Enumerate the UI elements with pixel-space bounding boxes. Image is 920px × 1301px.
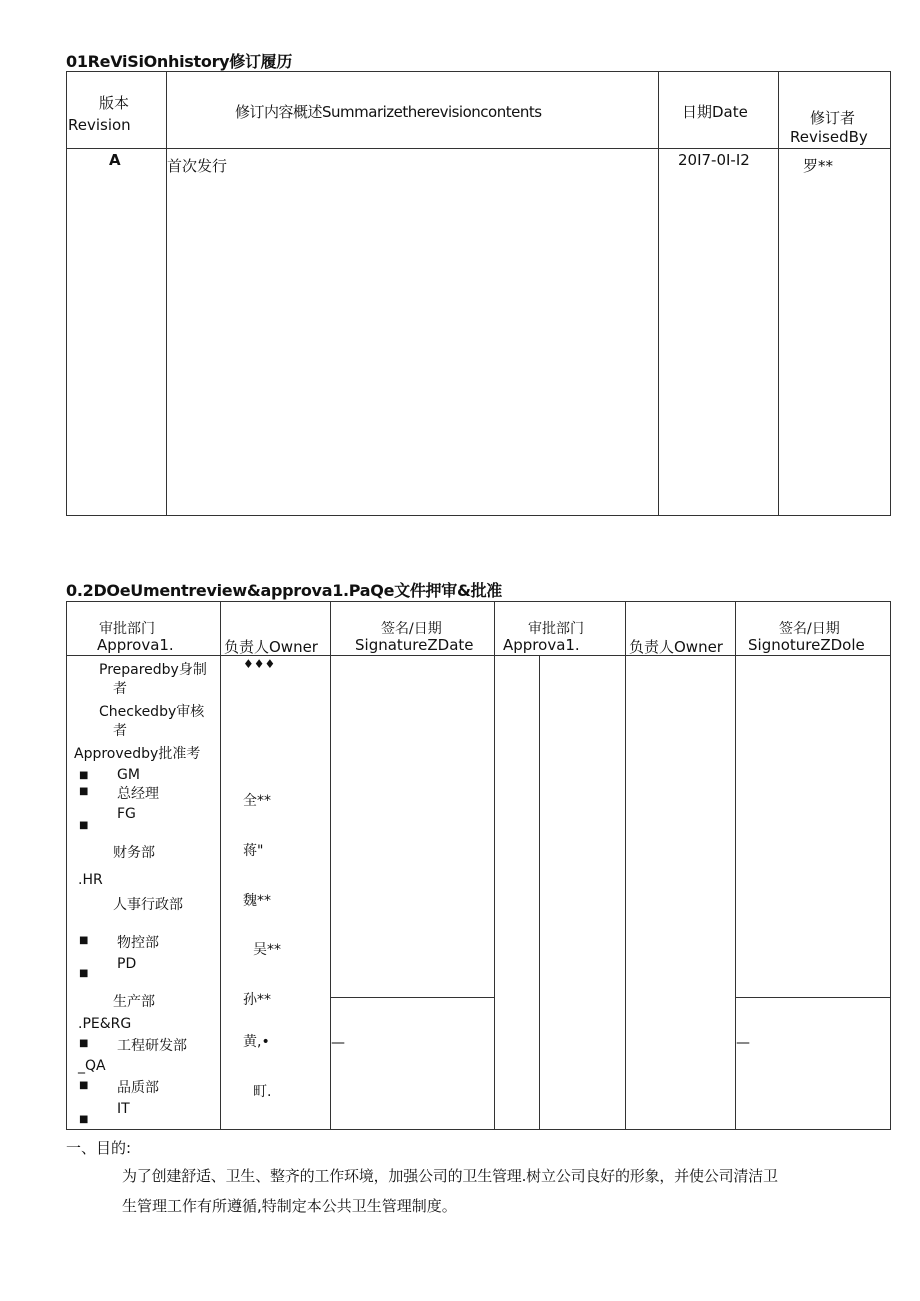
- owner-name: 町.: [253, 1084, 272, 1100]
- dept-label: 财务部: [113, 845, 155, 861]
- dept-label: Preparedby身制: [99, 662, 207, 678]
- owner-name: 吴**: [253, 942, 281, 958]
- owner-name: 蒋": [243, 843, 264, 859]
- bullet-icon: ■: [79, 770, 89, 781]
- dept-label: .PE&RG: [78, 1016, 132, 1032]
- header-date: 日期Date: [682, 103, 748, 121]
- bullet-icon: ■: [79, 935, 89, 946]
- owner-name: 黄,•: [243, 1034, 270, 1050]
- bullet-icon: ■: [79, 786, 89, 797]
- dept-label: GM: [117, 767, 140, 783]
- header-sign2-en: SignotureZDole: [748, 636, 865, 654]
- dept-label: 品质部: [117, 1080, 159, 1096]
- header-version-en: Revision: [68, 116, 131, 134]
- revision-history-title: 01ReViSiOnhistory修订履历: [66, 52, 293, 71]
- bullet-icon: ■: [79, 1114, 89, 1125]
- dept-label: .HR: [78, 872, 103, 888]
- bullet-icon: ■: [79, 1038, 89, 1049]
- dash-mark: —: [331, 1035, 345, 1051]
- dept-label: Checkedby审核: [99, 704, 205, 720]
- owner-name: 魏**: [243, 893, 271, 909]
- dept-label: Approvedby批准考: [74, 746, 201, 762]
- header-contents: 修订内容概述Summarizetherevisioncontents: [235, 103, 542, 121]
- dept-label: PD: [117, 956, 137, 972]
- header-dept-en: Approva1.: [97, 636, 174, 654]
- header-dept2-cn: 审批部门: [528, 621, 584, 637]
- header-dept-cn: 审批部门: [99, 621, 155, 637]
- row-date: 20I7-0I-I2: [678, 151, 750, 169]
- dept-label: 者: [113, 681, 127, 697]
- row-content: 首次发行: [167, 157, 228, 175]
- owner-name: 孙**: [243, 992, 271, 1008]
- header-owner: 负责人Owner: [224, 638, 318, 656]
- dept-label: 者: [113, 723, 127, 739]
- dept-label: 总经理: [117, 786, 159, 802]
- dept-label: IT: [117, 1101, 130, 1117]
- purpose-heading: 一、目的:: [66, 1139, 132, 1157]
- review-approval-title: 0.2DOeUmentreview&approva1.PaQe文件押审&批准: [66, 581, 502, 600]
- header-owner2: 负责人Owner: [629, 638, 723, 656]
- dept-label: 人事行政部: [113, 897, 183, 913]
- dept-label: _QA: [78, 1058, 106, 1074]
- header-sign-cn: 签名/日期: [381, 621, 442, 637]
- header-dept2-en: Approva1.: [503, 636, 580, 654]
- dept-label: FG: [117, 806, 136, 822]
- header-revised-cn: 修订者: [810, 109, 856, 127]
- dept-label: 工程研发部: [117, 1038, 187, 1054]
- dept-label: 物控部: [117, 935, 159, 951]
- dept-label: 生产部: [113, 994, 155, 1010]
- row-version: A: [109, 151, 121, 169]
- purpose-line-2: 生管理工作有所遵循,特制定本公共卫生管理制度。: [122, 1197, 457, 1215]
- header-sign2-cn: 签名/日期: [779, 621, 840, 637]
- owner-name: 全**: [243, 793, 271, 809]
- bullet-icon: ■: [79, 968, 89, 979]
- header-sign-en: SignatureZDate: [355, 636, 474, 654]
- bullet-icon: ■: [79, 1080, 89, 1091]
- header-revised-en: RevisedBy: [790, 128, 868, 146]
- row-revised-by: 罗**: [803, 157, 834, 175]
- bullet-icon: ■: [79, 820, 89, 831]
- owner-name: ♦♦♦: [243, 657, 276, 671]
- dash-mark: —: [736, 1035, 750, 1051]
- header-version-cn: 版本: [99, 94, 130, 112]
- purpose-line-1: 为了创建舒适、卫生、整齐的工作环境，加强公司的卫生管理.树立公司良好的形象，并使公司清洁卫: [122, 1167, 778, 1185]
